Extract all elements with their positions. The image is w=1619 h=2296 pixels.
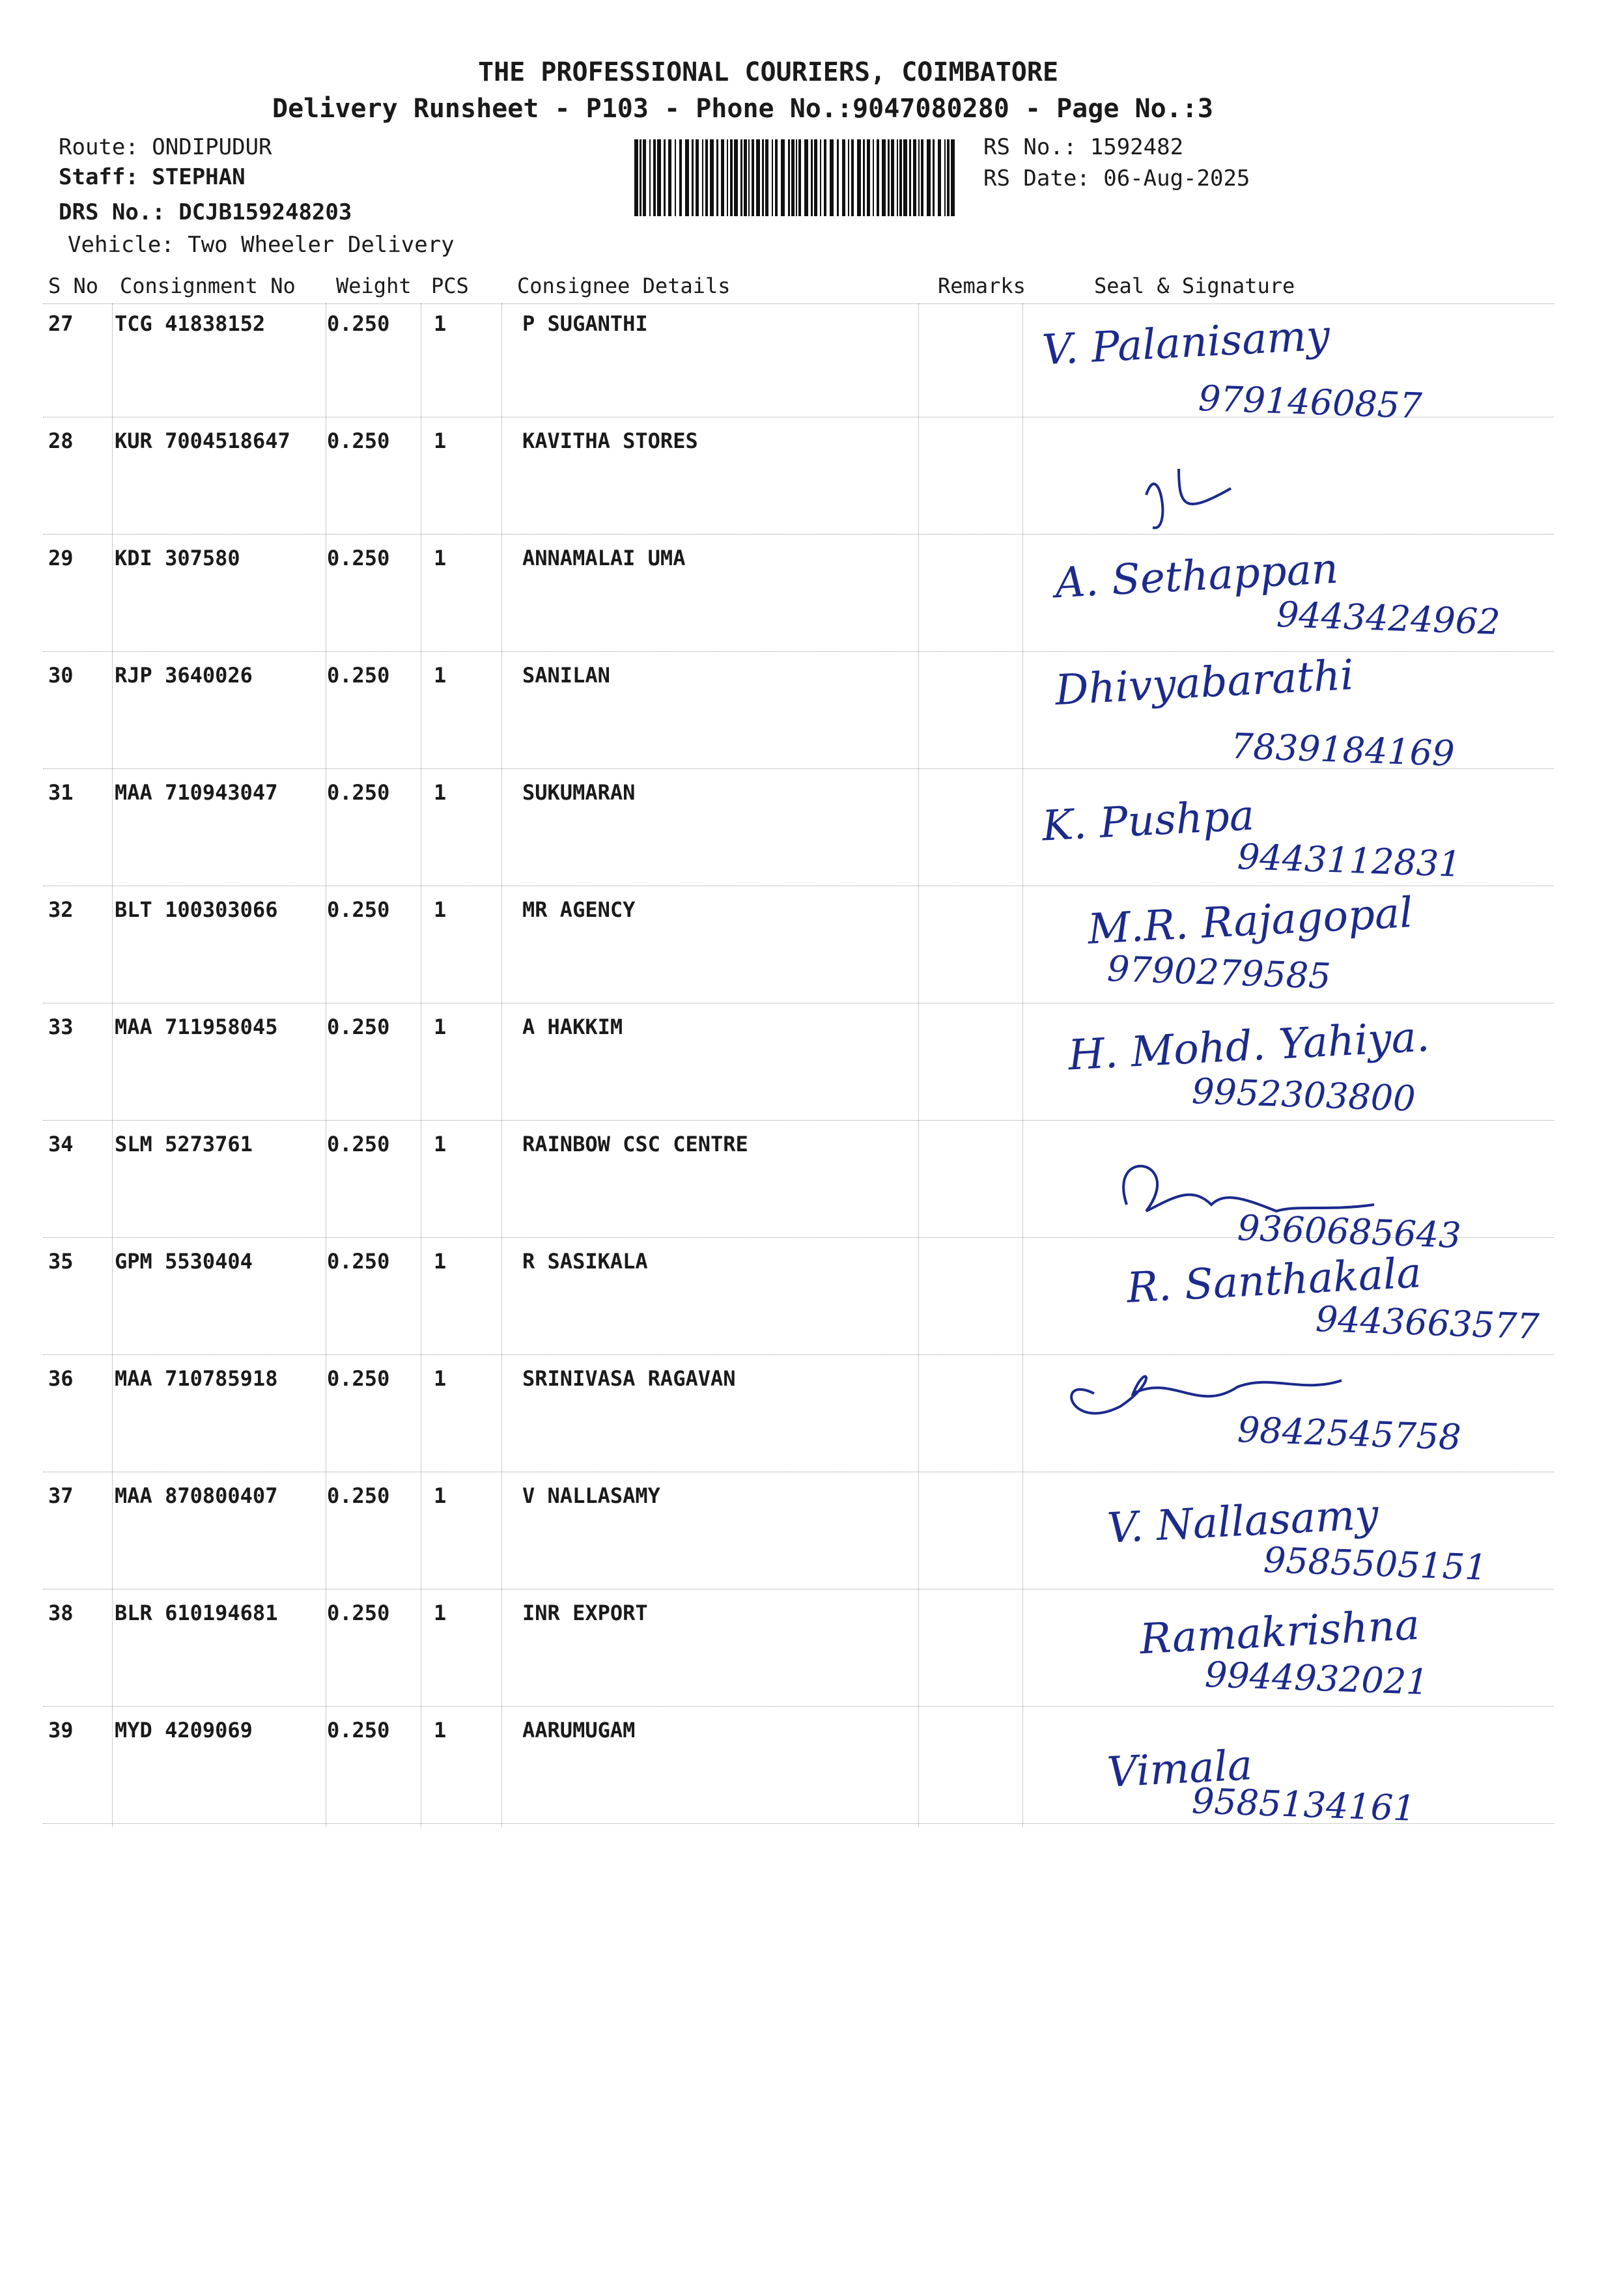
row-weight: 0.250 — [327, 1249, 390, 1274]
signature-scribble — [1146, 469, 1231, 528]
row-pcs: 1 — [434, 1132, 447, 1156]
row-divider — [43, 768, 1554, 769]
row-consignment: SLM 5273761 — [115, 1132, 253, 1156]
barcode-bar — [814, 139, 817, 216]
row-consignment: RJP 3640026 — [115, 663, 253, 688]
row-weight: 0.250 — [327, 1132, 390, 1156]
col-pcs: PCS — [431, 273, 469, 298]
row-pcs: 1 — [434, 1483, 447, 1508]
signature-name: V. Palanisamy — [1041, 311, 1331, 375]
row-weight: 0.250 — [327, 311, 390, 336]
barcode-bar — [903, 139, 907, 216]
row-consignment: BLT 100303066 — [115, 897, 278, 922]
barcode-bar — [649, 139, 651, 216]
barcode-bar — [640, 139, 641, 216]
signature-name: K. Pushpa — [1041, 791, 1256, 851]
barcode-bar — [657, 139, 661, 216]
barcode-bar — [748, 139, 750, 216]
barcode-bar — [643, 139, 646, 216]
barcode-bar — [851, 139, 854, 216]
row-pcs: 1 — [434, 546, 447, 570]
signature-phone: 9585134161 — [1191, 1780, 1416, 1829]
row-sno: 32 — [48, 897, 74, 922]
row-pcs: 1 — [434, 428, 447, 453]
barcode-bar — [765, 139, 768, 216]
row-consignee: A HAKKIM — [522, 1015, 623, 1039]
row-consignment: MYD 4209069 — [115, 1718, 253, 1743]
row-pcs: 1 — [434, 1718, 447, 1743]
barcode-bar — [781, 139, 785, 216]
company-title: THE PROFESSIONAL COURIERS, COIMBATORE — [478, 57, 1059, 87]
signature-scribble — [1071, 1377, 1342, 1414]
row-consignment: GPM 5530404 — [115, 1249, 253, 1274]
row-consignee: SUKUMARAN — [522, 780, 636, 805]
barcode-bar — [811, 139, 813, 216]
row-pcs: 1 — [434, 897, 447, 922]
barcode-bar — [804, 139, 808, 216]
barcode-bar — [775, 139, 778, 216]
barcode-bar — [873, 139, 874, 216]
barcode-bar — [702, 139, 703, 216]
row-divider — [43, 534, 1554, 535]
signature-scribble — [1123, 1166, 1374, 1211]
row-sno: 29 — [48, 546, 74, 570]
barcode-bar — [692, 139, 694, 216]
barcode-bar — [734, 139, 738, 216]
barcode-bar — [899, 139, 902, 216]
row-divider — [43, 1237, 1554, 1238]
barcode-bar — [634, 139, 638, 216]
signature-name: R. Santhakala — [1125, 1249, 1423, 1313]
row-divider — [43, 1823, 1554, 1824]
row-sno: 31 — [48, 780, 74, 805]
row-weight: 0.250 — [327, 1015, 390, 1039]
row-consignee: MR AGENCY — [522, 897, 636, 922]
row-sno: 39 — [48, 1718, 74, 1743]
barcode-bar — [653, 139, 656, 216]
row-consignment: MAA 711958045 — [115, 1015, 278, 1039]
row-pcs: 1 — [434, 1366, 447, 1391]
signature-phone: 9360685643 — [1237, 1207, 1462, 1256]
barcode-bar — [796, 139, 797, 216]
grid-line — [112, 303, 113, 1827]
barcode-bar — [762, 139, 764, 216]
row-consignee: R SASIKALA — [522, 1249, 648, 1274]
signature-phone: 9944932021 — [1204, 1654, 1429, 1703]
barcode-bar — [842, 139, 845, 216]
row-divider — [43, 1354, 1554, 1355]
row-sno: 27 — [48, 311, 74, 336]
barcode-bar — [772, 139, 773, 216]
barcode-bar — [951, 139, 955, 216]
row-pcs: 1 — [434, 1249, 447, 1274]
col-sno: S No — [48, 273, 99, 298]
row-weight: 0.250 — [327, 1718, 390, 1743]
signature-phone: 9443663577 — [1315, 1298, 1540, 1347]
row-consignment: MAA 870800407 — [115, 1483, 278, 1508]
header-divider — [43, 303, 1554, 304]
barcode-bar — [863, 139, 865, 216]
route-label: Route: ONDIPUDUR — [59, 134, 272, 160]
barcode-bar — [798, 139, 801, 216]
row-consignee: P SUGANTHI — [522, 311, 648, 336]
row-weight: 0.250 — [327, 1483, 390, 1508]
row-sno: 30 — [48, 663, 74, 688]
row-sno: 35 — [48, 1249, 74, 1274]
grid-line — [1022, 303, 1023, 1827]
row-weight: 0.250 — [327, 1601, 390, 1625]
signature-phone: 9791460857 — [1198, 378, 1423, 427]
signature-name: V. Nallasamy — [1106, 1491, 1380, 1553]
barcode-bar — [727, 139, 728, 216]
rs-number: RS No.: 1592482 — [983, 134, 1184, 160]
barcode-bar — [888, 139, 890, 216]
signature-phone: 9790279585 — [1106, 948, 1332, 997]
row-divider — [43, 1120, 1554, 1121]
barcode-bar — [909, 139, 911, 216]
barcode-bar — [837, 139, 839, 216]
barcode-bar — [721, 139, 724, 216]
row-consignee: V NALLASAMY — [522, 1483, 660, 1508]
row-pcs: 1 — [434, 663, 447, 688]
barcode-bar — [730, 139, 733, 216]
row-divider — [43, 651, 1554, 652]
row-pcs: 1 — [434, 780, 447, 805]
signature-phone: 7839184169 — [1230, 725, 1456, 774]
row-consignment: MAA 710943047 — [115, 780, 278, 805]
row-sno: 38 — [48, 1601, 74, 1625]
barcode-bar — [791, 139, 795, 216]
barcode-bar — [744, 139, 747, 216]
barcode-bar — [824, 139, 826, 216]
barcode-bar — [740, 139, 742, 216]
row-sno: 34 — [48, 1132, 74, 1156]
barcode-bar — [716, 139, 718, 216]
row-consignment: MAA 710785918 — [115, 1366, 278, 1391]
signature-name: Dhivyabarathi — [1054, 651, 1355, 715]
signature-name: A. Sethappan — [1054, 544, 1340, 608]
staff-label: Staff: STEPHAN — [59, 164, 246, 190]
row-consignment: BLR 610194681 — [115, 1601, 278, 1625]
signature-phone: 9585505151 — [1263, 1539, 1488, 1588]
signature-phone: 9842545758 — [1237, 1409, 1462, 1458]
row-pcs: 1 — [434, 311, 447, 336]
row-consignee: RAINBOW CSC CENTRE — [522, 1132, 748, 1156]
barcode-bar — [897, 139, 898, 216]
row-sno: 28 — [48, 428, 74, 453]
row-weight: 0.250 — [327, 780, 390, 805]
barcode-bar — [788, 139, 790, 216]
barcode-bar — [679, 139, 682, 216]
signature-phone: 9952303800 — [1191, 1071, 1416, 1119]
barcode-bar — [710, 139, 714, 216]
barcode-bar — [877, 139, 879, 216]
barcode-bar — [848, 139, 849, 216]
barcode-bar — [752, 139, 754, 216]
barcode-bar — [756, 139, 760, 216]
barcode-bar — [675, 139, 676, 216]
barcode-bar — [820, 139, 821, 216]
barcode-bar — [696, 139, 699, 216]
row-weight: 0.250 — [327, 428, 390, 453]
barcode-bar — [664, 139, 666, 216]
barcode-bar — [867, 139, 870, 216]
signature-phone: 9443112831 — [1237, 836, 1462, 885]
barcode-bar — [944, 139, 946, 216]
row-consignee: AARUMUGAM — [522, 1718, 636, 1743]
runsheet-subtitle: Delivery Runsheet - P103 - Phone No.:9047080280 - Page No.:3 — [272, 94, 1213, 124]
signature-name: Ramakrishna — [1138, 1601, 1421, 1664]
col-consignment: Consignment No — [120, 273, 296, 298]
grid-line — [918, 303, 919, 1827]
signature-phone: 9443424962 — [1276, 594, 1501, 643]
barcode-bar — [927, 139, 931, 216]
row-weight: 0.250 — [327, 1366, 390, 1391]
vehicle-label: Vehicle: Two Wheeler Delivery — [68, 232, 455, 258]
barcode-bar — [938, 139, 941, 216]
col-seal-signature: Seal & Signature — [1094, 273, 1295, 298]
row-sno: 37 — [48, 1483, 74, 1508]
row-sno: 36 — [48, 1366, 74, 1391]
barcode — [634, 139, 956, 216]
signature-name: M.R. Rajagopal — [1086, 888, 1415, 955]
barcode-bar — [668, 139, 671, 216]
barcode-bar — [918, 139, 920, 216]
rs-date: RS Date: 06-Aug-2025 — [983, 165, 1250, 191]
row-pcs: 1 — [434, 1601, 447, 1625]
barcode-bar — [921, 139, 923, 216]
row-consignee: SRINIVASA RAGAVAN — [522, 1366, 736, 1391]
grid-line — [501, 303, 502, 1827]
row-weight: 0.250 — [327, 546, 390, 570]
row-consignment: KUR 7004518647 — [115, 428, 290, 453]
col-consignee: Consignee Details — [517, 273, 731, 298]
row-divider — [43, 1706, 1554, 1707]
row-consignee: SANILAN — [522, 663, 610, 688]
barcode-bar — [857, 139, 861, 216]
row-consignee: INR EXPORT — [522, 1601, 648, 1625]
barcode-bar — [685, 139, 689, 216]
barcode-bar — [947, 139, 950, 216]
row-sno: 33 — [48, 1015, 74, 1039]
barcode-bar — [891, 139, 894, 216]
row-weight: 0.250 — [327, 897, 390, 922]
barcode-bar — [913, 139, 916, 216]
row-consignee: ANNAMALAI UMA — [522, 546, 686, 570]
signature-name: Vimala — [1106, 1741, 1254, 1797]
barcode-bar — [933, 139, 935, 216]
col-weight: Weight — [336, 273, 412, 298]
barcode-bar — [882, 139, 886, 216]
signature-name: H. Mohd. Yahiya. — [1067, 1013, 1431, 1080]
row-weight: 0.250 — [327, 663, 390, 688]
drs-number: DRS No.: DCJB159248203 — [59, 199, 352, 225]
row-pcs: 1 — [434, 1015, 447, 1039]
row-consignment: KDI 307580 — [115, 546, 240, 570]
row-consignment: TCG 41838152 — [115, 311, 266, 336]
col-remarks: Remarks — [938, 273, 1026, 298]
barcode-bar — [830, 139, 834, 216]
row-consignee: KAVITHA STORES — [522, 428, 698, 453]
barcode-bar — [705, 139, 708, 216]
